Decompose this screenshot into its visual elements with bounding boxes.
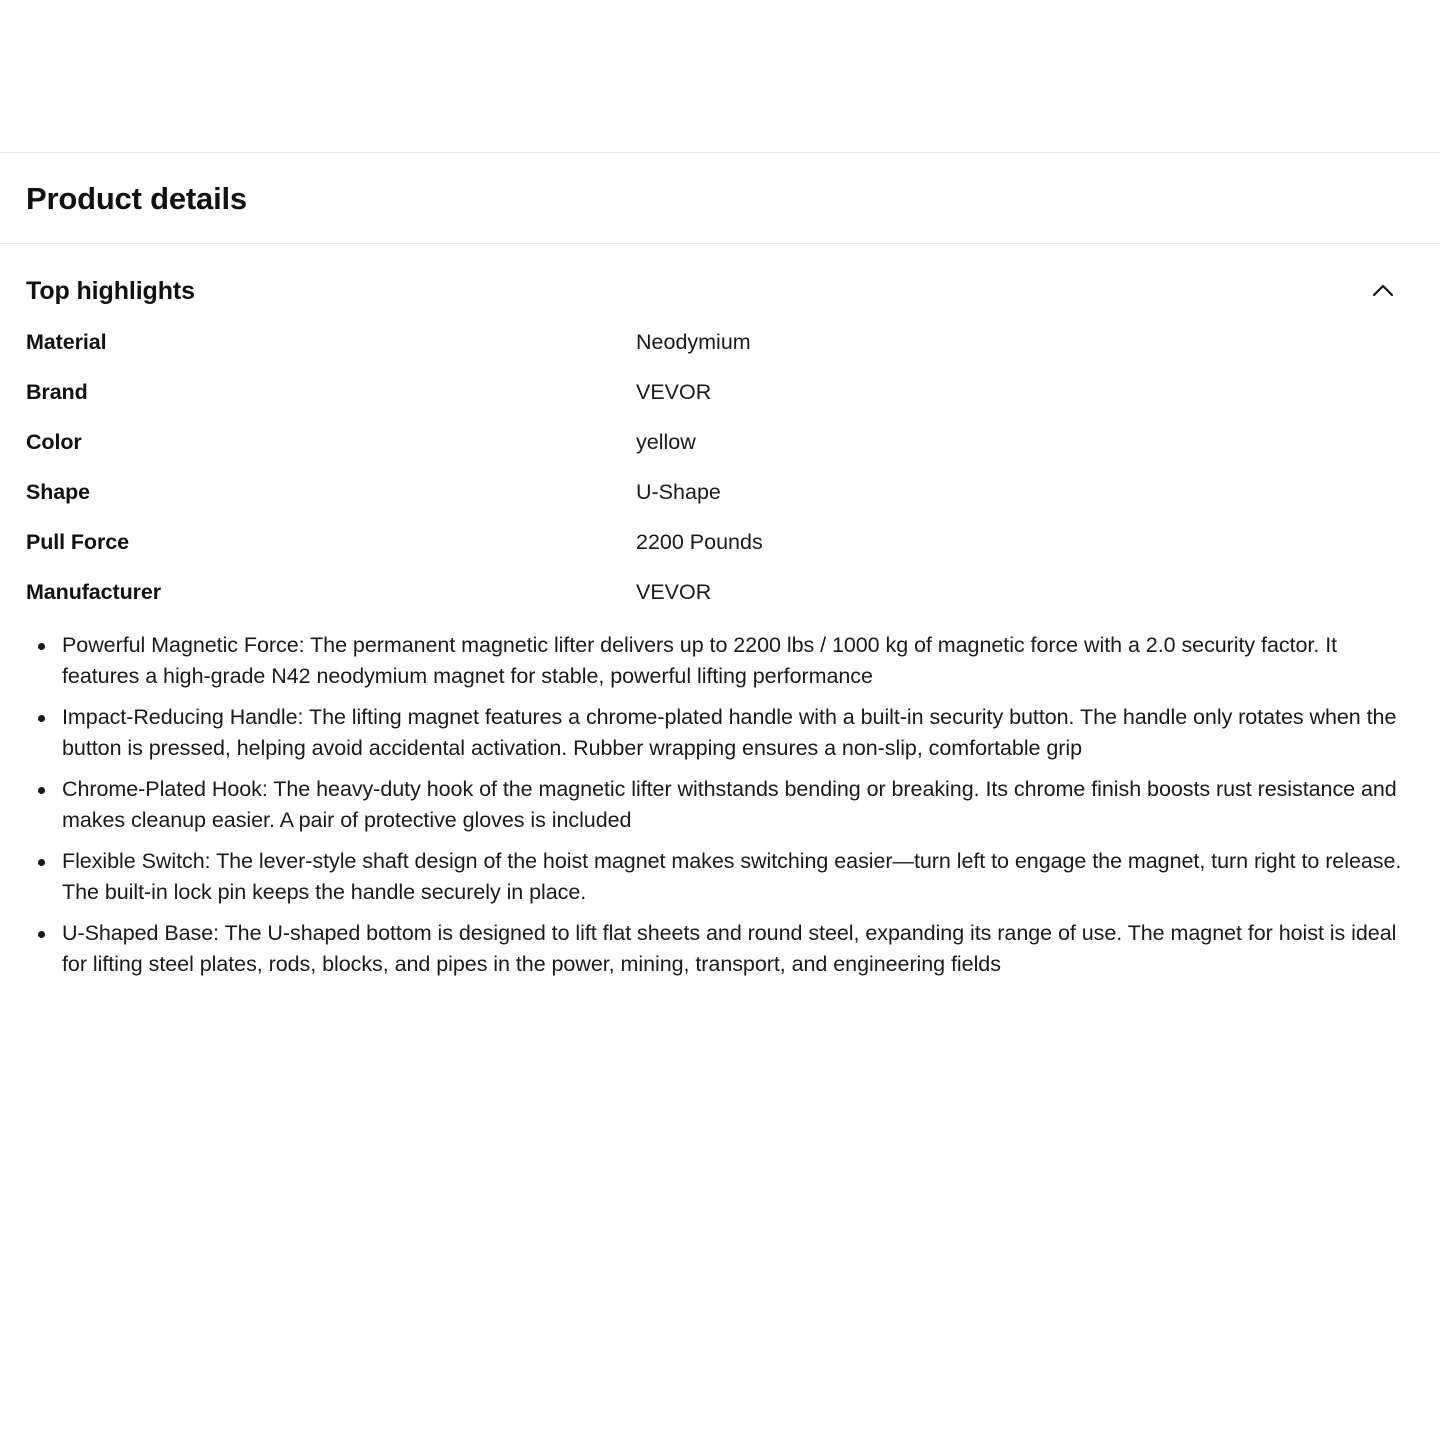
chevron-up-icon[interactable] (1366, 274, 1400, 308)
spec-label: Color (26, 430, 82, 454)
spec-label: Material (26, 330, 107, 354)
top-highlights-title: Top highlights (26, 276, 195, 305)
spec-label: Brand (26, 380, 88, 404)
top-spacer (0, 0, 1440, 152)
table-row (26, 580, 1414, 605)
table-row (26, 380, 1414, 405)
spec-label: Shape (26, 480, 91, 504)
list-item: Chrome-Plated Hook: The heavy-duty hook of the magnetic lifter withstands bending or breaking. Its chrome finish boosts rust resistance and makes cleanup easier. A pair of protective gloves is included (62, 774, 1406, 836)
spec-value: Neodymium (636, 330, 751, 354)
page-title: Product details (26, 181, 247, 216)
top-highlights-header[interactable] (0, 244, 1440, 318)
spec-label: Manufacturer (26, 580, 161, 604)
table-row (26, 430, 1414, 455)
list-item: Powerful Magnetic Force: The permanent magnetic lifter delivers up to 2200 lbs / 1000 kg of magnetic force with a 2.0 security factor. It features a high-grade N42 neodymium magnet for stable, powerful lifting performance (62, 630, 1406, 692)
table-row (26, 480, 1414, 505)
spec-value: yellow (636, 430, 696, 454)
spec-value: 2200 Pounds (636, 530, 763, 554)
table-row (26, 530, 1414, 555)
spec-value: VEVOR (636, 380, 712, 404)
spec-label: Pull Force (26, 530, 129, 554)
list-item: U-Shaped Base: The U-shaped bottom is designed to lift flat sheets and round steel, expanding its range of use. The magnet for hoist is ideal for lifting steel plates, rods, blocks, and pipes in the power, mining, transport, and engineering fields (62, 918, 1406, 980)
spec-value: U-Shape (636, 480, 721, 504)
feature-bullet-list (0, 630, 1440, 980)
spec-table (0, 318, 1440, 605)
table-row (26, 330, 1414, 355)
spec-value: VEVOR (636, 580, 712, 604)
list-item: Flexible Switch: The lever-style shaft design of the hoist magnet makes switching easier—turn left to engage the magnet, turn right to release. The built-in lock pin keeps the handle securely in place. (62, 846, 1406, 908)
list-item: Impact-Reducing Handle: The lifting magnet features a chrome-plated handle with a built-in security button. The handle only rotates when the button is pressed, helping avoid accidental activation. Rubber wrapping ensures a non-slip, comfortable grip (62, 702, 1406, 764)
